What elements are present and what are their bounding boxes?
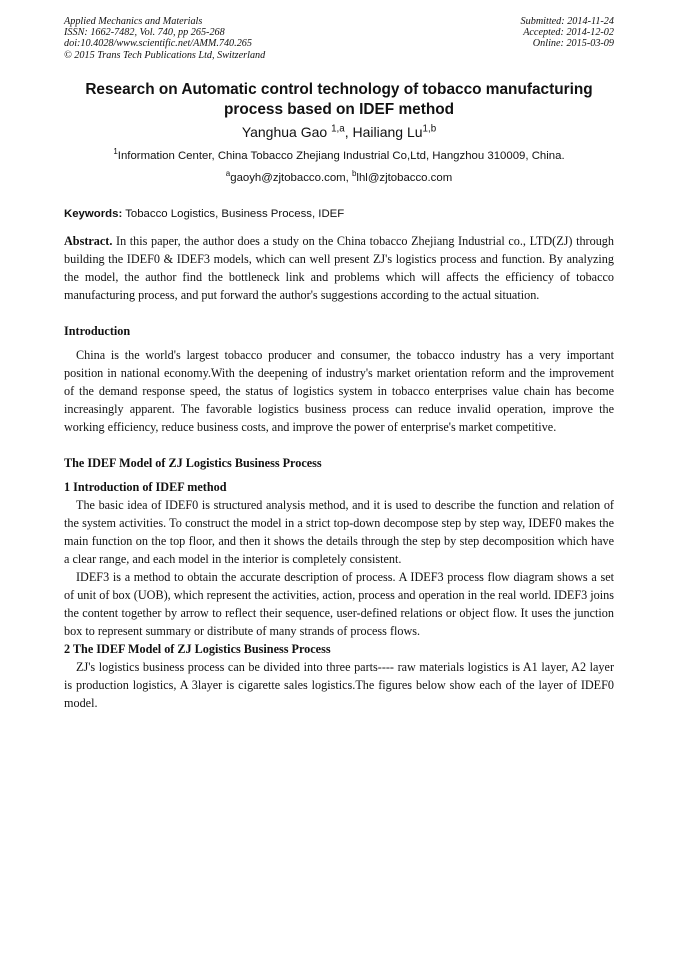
spacer [64, 436, 614, 454]
idef0-paragraph: The basic idea of IDEF0 is structured analysis method, and it is used to describe the function and relation of the system activities. To construct the model in a strict top-down decompose step by step way, IDEF0 makes the main function on the top floor, and then it shows the details through the step by step decomposition which have a clear range, and each model in the interior is completely consistent. [64, 498, 614, 566]
journal-name: Applied Mechanics and Materials [64, 16, 203, 27]
affiliation-marker: 1 [113, 147, 118, 157]
email-a-marker: a [225, 169, 231, 179]
affiliation [0, 147, 678, 163]
paper-title [60, 80, 618, 119]
author-list [0, 124, 678, 140]
author-1-affil: 1,a [331, 123, 345, 135]
email-a: gaoyh@zjtobacco.com [230, 172, 346, 184]
email-separator: , [345, 172, 352, 184]
zj-process-paragraph: ZJ's logistics business process can be divided into three parts---- raw materials logistics is A1 layer, A2 layer is production logistics, A 3layer is cigarette sales logistics.The figures below show each of the layer of IDEF0 model. [64, 660, 614, 710]
author-1-name: Yanghua Gao [241, 124, 328, 140]
intro-heading: Introduction [64, 324, 131, 338]
email-b-marker: b [351, 169, 357, 179]
idef3-paragraph: IDEF3 is a method to obtain the accurate description of process. A IDEF3 process flow diagram shows a set of unit of box (UOB), which represent the activities, action, process and operation in the real world. IDEF3 joins the content together by arrow to reflect their sequence, user-defined relations or object flow. It uses the junction box to represent summary or distribute of many strands of process flows. [64, 570, 614, 638]
affiliation-text: Information Center, China Tobacco Zhejiang Industrial Co,Ltd, Hangzhou 310009, China. [117, 150, 565, 162]
idef-section-heading: The IDEF Model of ZJ Logistics Business Process [64, 456, 322, 470]
author-separator: , [344, 124, 353, 140]
author-emails [0, 169, 678, 185]
submission-dates [521, 16, 614, 61]
journal-header [64, 16, 614, 61]
keywords [64, 208, 614, 221]
author-2-affil: 1,b [422, 123, 437, 135]
keywords-label: Keywords: [64, 208, 123, 220]
abstract [64, 232, 614, 304]
subsection-1-heading: 1 Introduction of IDEF method [64, 480, 227, 494]
email-b: lhl@zjtobacco.com [356, 172, 453, 184]
intro-paragraph: China is the world's largest tobacco producer and consumer, the tobacco industry has a very important position in national economy.With the deepening of industry's market orientation reform and the improvement of the demand response speed, the status of logistics system in tobacco enterprises value chain has become increasingly apparent. The favorable logistics business process can reduce invalid operation, improve the working efficiency, reduce business costs, and improve the power of enterprise's market competitive. [64, 348, 614, 434]
title-line-1: Research on Automatic control technology of tobacco manufacturing [85, 81, 593, 98]
abstract-text: In this paper, the author does a study on the China tobacco Zhejiang Industrial co., LTD(ZJ) through building the IDEF0 & IDEF3 models, which can well present ZJ's logistics process and function. By analyzing the model, the author find the bottleneck link and problems which will affects the efficiency of tobacco manufacturing process, and put forward the author's suggestions according to the actual situation. [64, 234, 614, 302]
subsection-2-heading: 2 The IDEF Model of ZJ Logistics Business Process [64, 642, 331, 656]
author-2-name: Hailiang Lu [352, 124, 423, 140]
journal-copyright: © 2015 Trans Tech Publications Ltd, Switzerland [64, 49, 266, 61]
title-line-2: process based on IDEF method [223, 100, 455, 118]
spacer [64, 304, 614, 322]
paper-body [64, 232, 614, 712]
abstract-label: Abstract. [64, 234, 113, 248]
submitted-date: Submitted: 2014-11-24 [520, 16, 614, 27]
online-date: Online: 2015-03-09 [532, 38, 614, 50]
accepted-date: Accepted: 2014-12-02 [523, 27, 614, 39]
journal-issn: ISSN: 1662-7482, Vol. 740, pp 265-268 [64, 27, 225, 39]
journal-info [64, 16, 265, 61]
keywords-text: Tobacco Logistics, Business Process, IDEF [122, 208, 345, 220]
journal-doi: doi:10.4028/www.scientific.net/AMM.740.265 [64, 38, 252, 50]
